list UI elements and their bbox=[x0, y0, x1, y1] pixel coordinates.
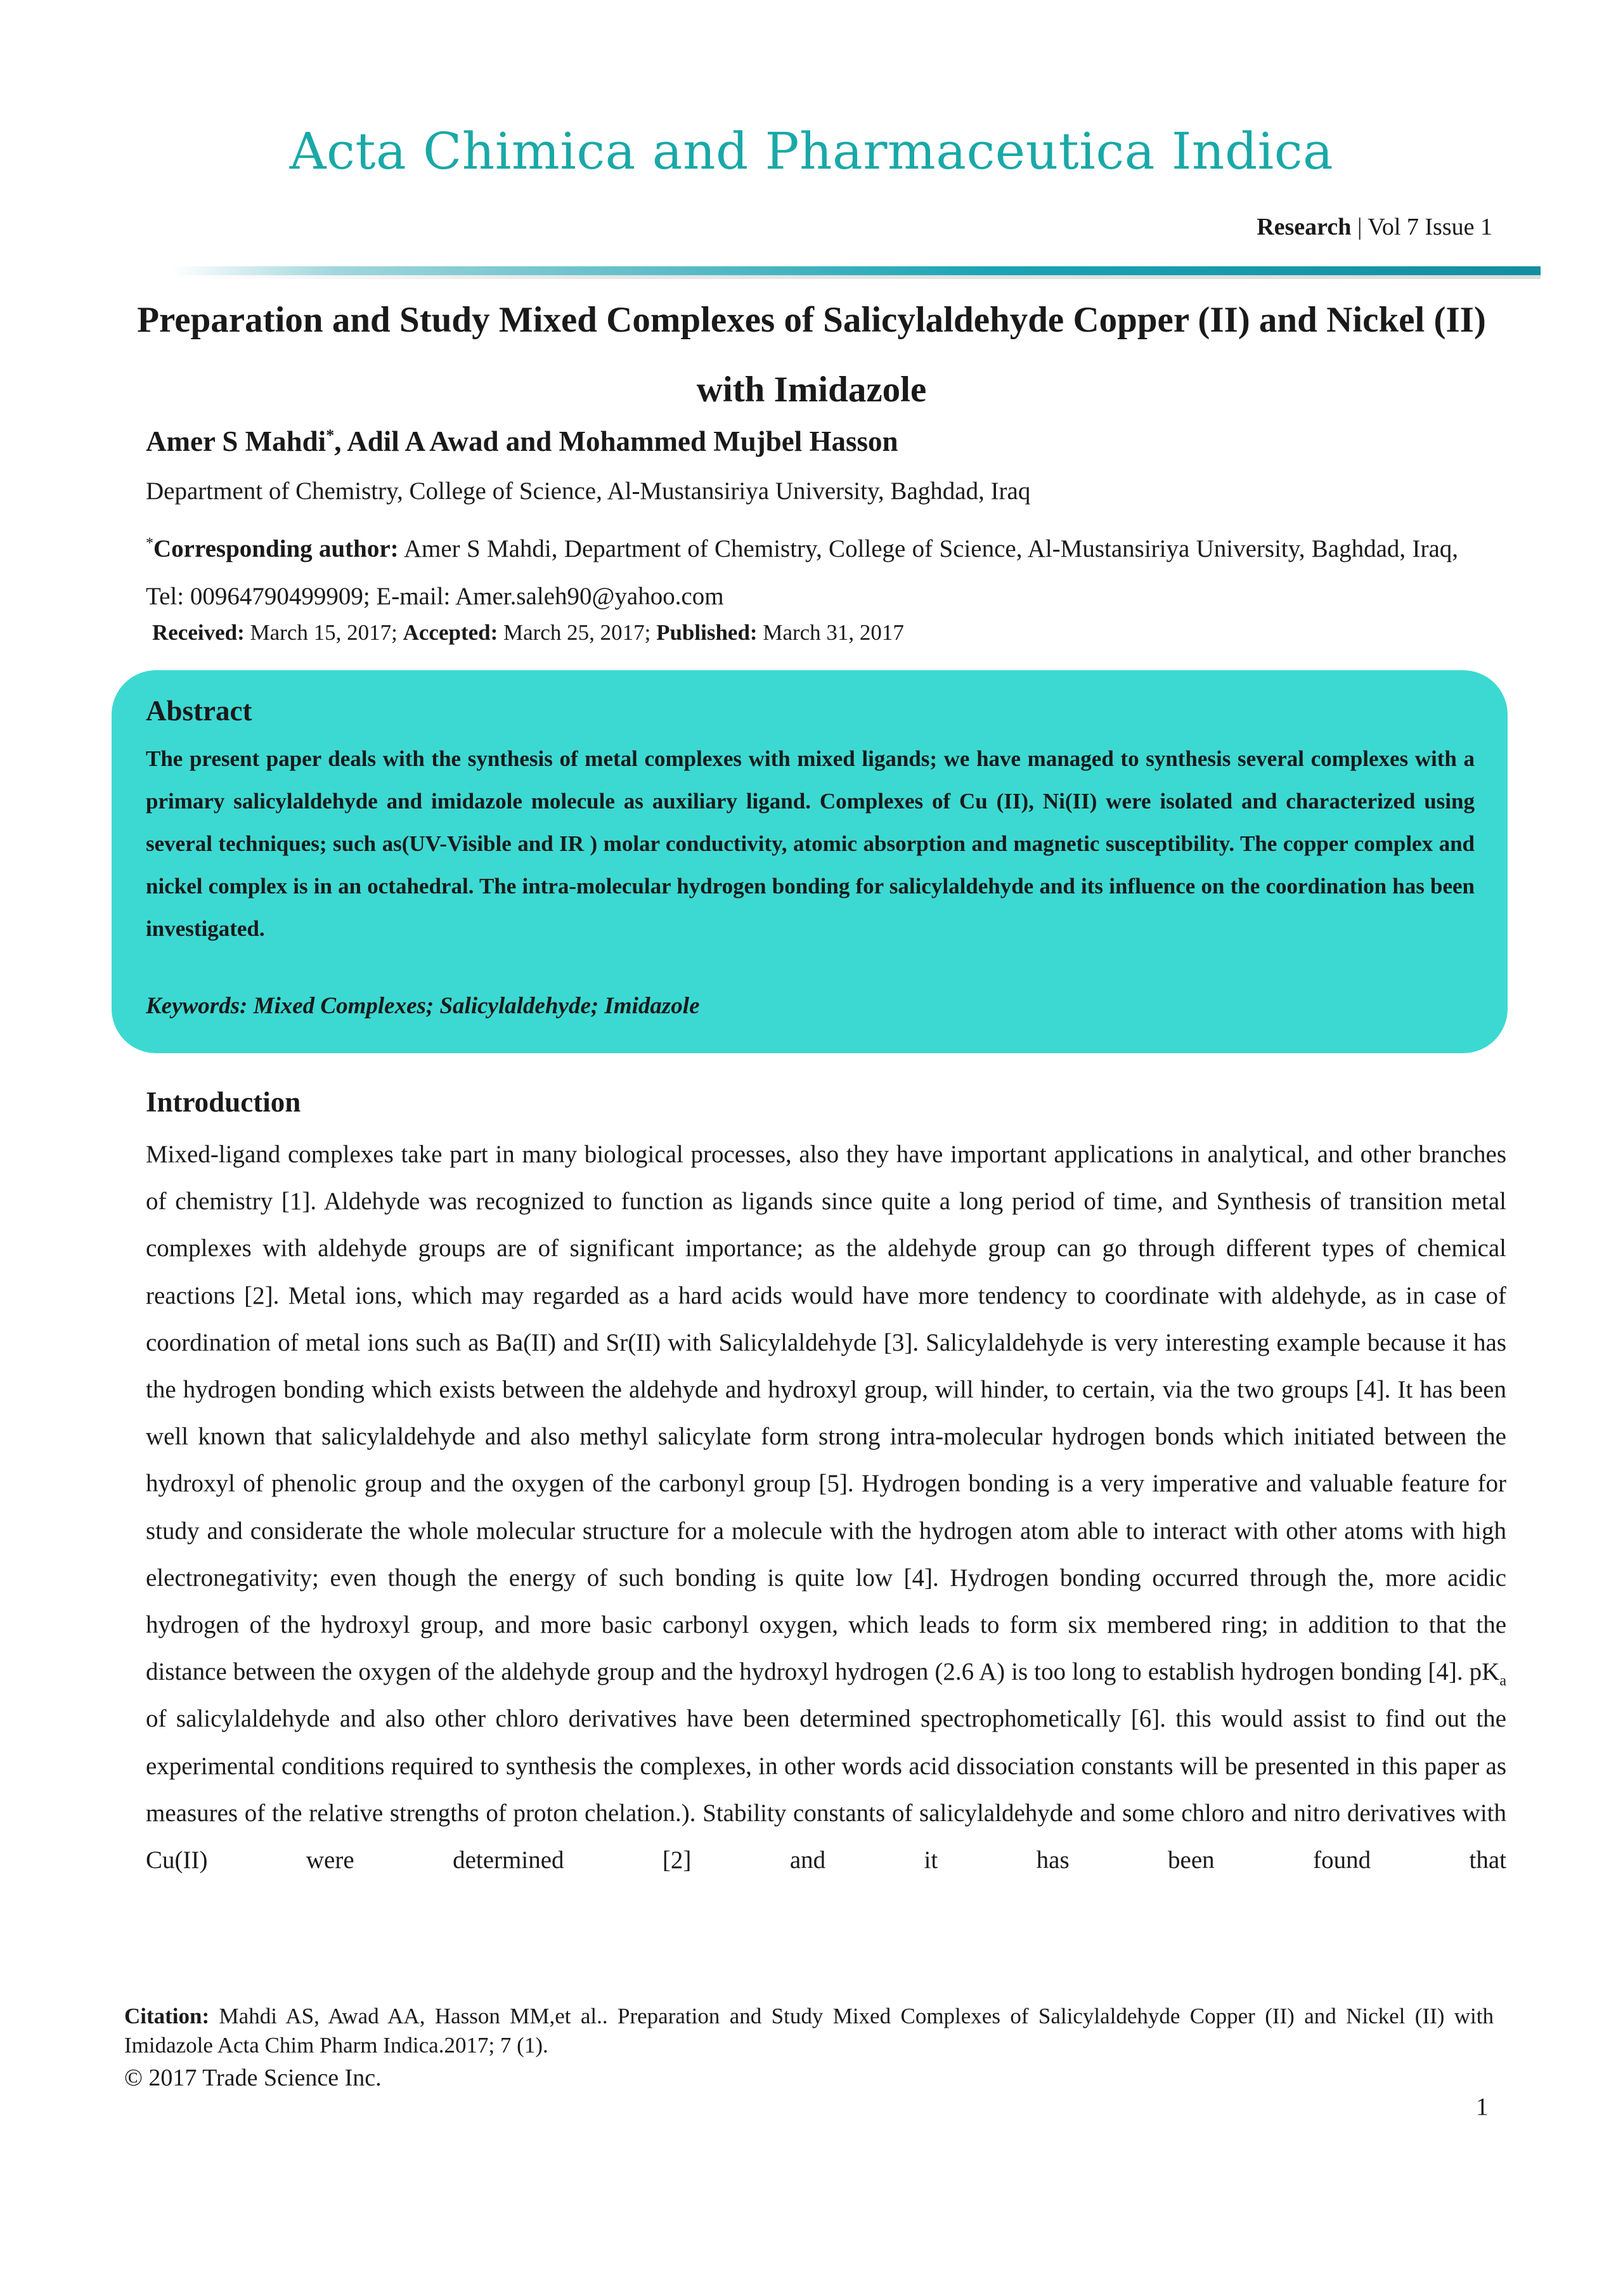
intro-text-part-2: of salicylaldehyde and also other chloro derivatives have been determined spectrophometically [6]. this would assist to find out the experimental conditions required to synthesis the complexes, in other words acid dissociation constants will be presented in this paper as measures of the relative strengths of proton chelation.). Stability constants of salicylaldehyde and some chloro and nitro derivatives with Cu(II) were determined [2] and it has been found that bbox=[146, 1705, 1506, 1874]
accepted-date: March 25, 2017; bbox=[503, 620, 651, 645]
introduction-text bbox=[146, 1131, 1506, 1884]
abstract-heading: Abstract bbox=[146, 695, 252, 727]
corresponding-marker: * bbox=[146, 535, 153, 552]
separator: | bbox=[1357, 214, 1362, 240]
corresponding-marker: * bbox=[326, 426, 335, 444]
affiliation: Department of Chemistry, College of Science, Al-Mustansiriya University, Baghdad, Iraq bbox=[146, 477, 1031, 505]
pka-subscript: a bbox=[1499, 1673, 1506, 1690]
received-date: March 15, 2017; bbox=[250, 620, 398, 645]
citation bbox=[124, 2002, 1494, 2060]
publication-dates bbox=[152, 620, 904, 645]
citation-text: Mahdi AS, Awad AA, Hasson MM,et al.. Preparation and Study Mixed Complexes of Salicylaldehyde Copper (II) and Nickel (II) with Imidazole Acta Chim Pharm Indica.2017; 7 (1). bbox=[124, 2004, 1494, 2058]
copyright: © 2017 Trade Science Inc. bbox=[124, 2065, 382, 2091]
corresponding-details: Amer S Mahdi, Department of Chemistry, College of Science, Al-Mustansiriya University, Baghdad, Iraq, Tel: 00964790499909; E-mail: Amer.saleh90@yahoo.com bbox=[146, 535, 1459, 610]
citation-label: Citation: bbox=[124, 2004, 210, 2028]
intro-text-part-1: Mixed-ligand complexes take part in many biological processes, also they have important applications in analytical, and other branches of chemistry [1]. Aldehyde was recognized to function as ligands since quite a long period of time, and Synthesis of transition metal complexes with aldehyde groups are of significant importance; as the aldehyde group can go through different types of chemical reactions [2]. Metal ions, which may regarded as a hard acids would have more tendency to coordinate with aldehyde, as in case of coordination of metal ions such as Ba(II) and Sr(II) with Salicylaldehyde [3]. Salicylaldehyde is very interesting example because it has the hydrogen bonding which exists between the aldehyde and hydroxyl group, will hinder, to certain, via the two groups [4]. It has been well known that salicylaldehyde and also methyl salicylate form strong intra-molecular hydrogen bonds which initiated between the hydroxyl of phenolic group and the oxygen of the carbonyl group [5]. Hydrogen bonding is a very imperative and valuable feature for study and considerate the whole molecular structure for a molecule with the hydrogen atom able to interact with other atoms with high electronegativity; even though the energy of such bonding is quite low [4]. Hydrogen bonding occurred through the, more acidic hydrogen of the hydroxyl group, and more basic carbonyl oxygen, which leads to form six membered ring; in addition to that the distance between the oxygen of the aldehyde group and the hydroxyl hydrogen (2.6 A) is too long to establish hydrogen bonding [4]. pK bbox=[146, 1141, 1506, 1686]
accepted-label: Accepted: bbox=[403, 620, 498, 645]
first-author: Amer S Mahdi bbox=[146, 425, 327, 457]
paper-title: Preparation and Study Mixed Complexes of Salicylaldehyde Copper (II) and Nickel (II) with Imidazole bbox=[137, 300, 1486, 410]
corresponding-author bbox=[146, 520, 1458, 620]
abstract-text: The present paper deals with the synthesis of metal complexes with mixed ligands; we have managed to synthesis several complexes with a primary salicylaldehyde and imidazole molecule as auxiliary ligand. Complexes of Cu (II), Ni(II) were isolated and characterized using several techniques; such as(UV-Visible and IR ) molar conductivity, atomic absorption and magnetic susceptibility. The copper complex and nickel complex is in an octahedral. The intra-molecular hydrogen bonding for salicylaldehyde and its influence on the coordination has been investigated. bbox=[146, 746, 1475, 941]
received-label: Received: bbox=[152, 620, 245, 645]
page-number: 1 bbox=[1476, 2093, 1489, 2120]
article-type: Research bbox=[1257, 214, 1352, 240]
introduction-heading: Introduction bbox=[146, 1086, 301, 1118]
header-divider-shadow bbox=[171, 275, 1541, 279]
other-authors: , Adil A Awad and Mohammed Mujbel Hasson bbox=[334, 425, 898, 457]
header-divider bbox=[171, 266, 1541, 275]
published-label: Published: bbox=[656, 620, 758, 645]
volume-issue: Vol 7 Issue 1 bbox=[1368, 214, 1492, 240]
published-date: March 31, 2017 bbox=[763, 620, 904, 645]
author-list bbox=[146, 425, 898, 458]
issue-line bbox=[1257, 213, 1492, 241]
journal-title: Acta Chimica and Pharmaceutica Indica bbox=[289, 122, 1334, 181]
corresponding-label: Corresponding author: bbox=[153, 535, 399, 562]
keywords: Keywords: Mixed Complexes; Salicylaldehyde; Imidazole bbox=[146, 993, 700, 1019]
